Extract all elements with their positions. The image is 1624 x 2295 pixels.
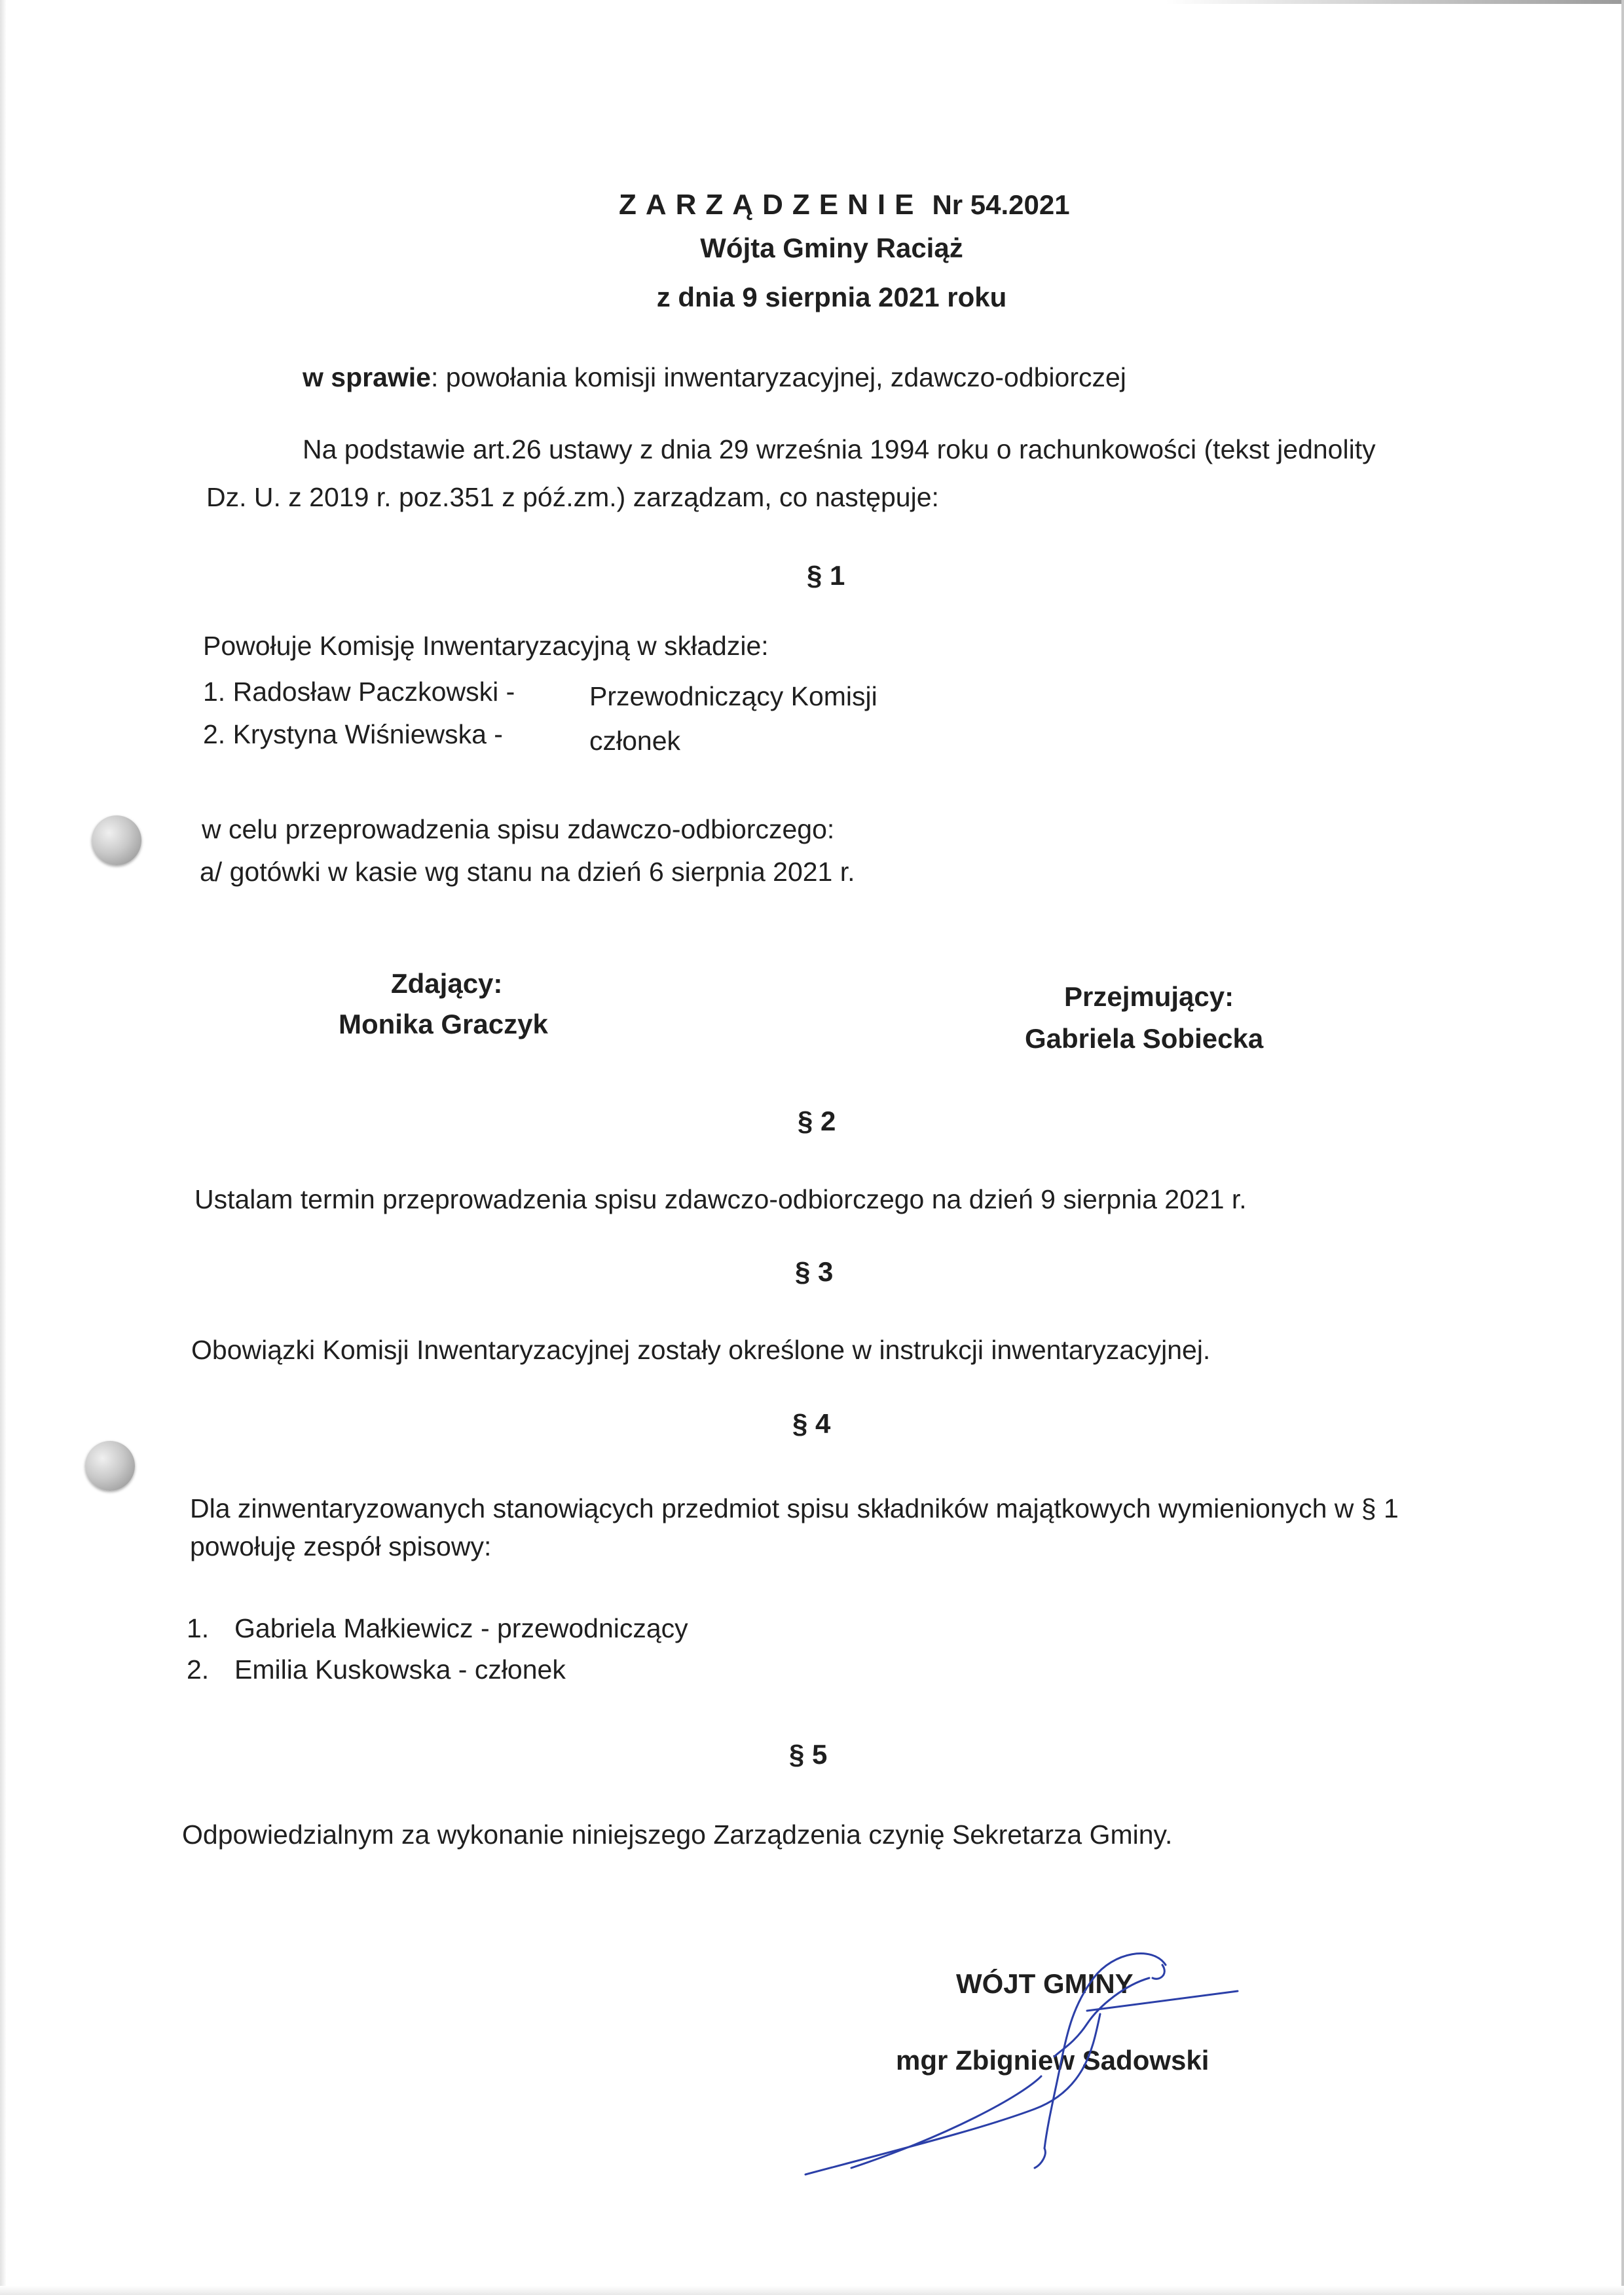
signature-stroke-2 bbox=[1054, 1978, 1149, 2057]
subject-line bbox=[303, 357, 1126, 398]
section-3-text: Obowiązki Komisji Inwentaryzacyjnej zostały określone w instrukcji inwentaryzacyjnej. bbox=[191, 1335, 1211, 1365]
document-date: z dnia 9 sierpnia 2021 roku bbox=[656, 282, 1007, 312]
section-4-line1: Dla zinwentaryzowanych stanowiących przedmiot spisu składników majątkowych wymienionych w § 1 bbox=[190, 1493, 1399, 1523]
member-2-name: 2. Krystyna Wiśniewska - bbox=[203, 719, 503, 749]
section-4-line2: powołuję zespół spisowy: bbox=[190, 1531, 492, 1561]
punch-hole-bottom bbox=[85, 1441, 135, 1491]
member-2-role: członek bbox=[589, 726, 681, 756]
team-2-number: 2. bbox=[187, 1654, 210, 1685]
receiving-name: Gabriela Sobiecka bbox=[1025, 1023, 1264, 1054]
member-1-role: Przewodniczący Komisji bbox=[589, 681, 877, 711]
purpose-line2: a/ gotówki w kasie wg stanu na dzień 6 sierpnia 2021 r. bbox=[200, 857, 855, 887]
section-2-text: Ustalam termin przeprowadzenia spisu zdawczo-odbiorczego na dzień 9 sierpnia 2021 r. bbox=[194, 1184, 1247, 1214]
punch-hole-top bbox=[92, 815, 141, 865]
signature-title: WÓJT GMINY bbox=[956, 1968, 1134, 1999]
signature-name: mgr Zbigniew Sadowski bbox=[896, 2045, 1209, 2076]
handing-label: Zdający: bbox=[391, 968, 503, 999]
scan-edge-right bbox=[1621, 0, 1624, 2295]
title-number: Nr 54.2021 bbox=[932, 189, 1070, 220]
title-word: ZARZĄDZENIE bbox=[619, 189, 923, 221]
handing-name: Monika Graczyk bbox=[339, 1009, 548, 1039]
receiving-label: Przejmujący: bbox=[1064, 981, 1234, 1012]
section-2-sign: § 2 bbox=[798, 1106, 836, 1136]
legal-basis-line1: Na podstawie art.26 ustawy z dnia 29 września 1994 roku o rachunkowości (tekst jednolity bbox=[303, 434, 1376, 464]
scan-edge-left bbox=[0, 0, 7, 2295]
scan-edge-top bbox=[1166, 0, 1624, 4]
section-1-intro: Powołuje Komisję Inwentaryzacyjną w składzie: bbox=[203, 631, 769, 661]
legal-basis-line2: Dz. U. z 2019 r. poz.351 z póź.zm.) zarządzam, co następuje: bbox=[206, 482, 939, 512]
issuer: Wójta Gminy Raciąż bbox=[700, 233, 963, 263]
team-1-number: 1. bbox=[187, 1613, 210, 1643]
signature-stroke-6 bbox=[1153, 1965, 1164, 1979]
subject-text: : powołania komisji inwentaryzacyjnej, zdawczo-odbiorczej bbox=[430, 362, 1126, 392]
section-5-text: Odpowiedzialnym za wykonanie niniejszego Zarządzenia czynię Sekretarza Gminy. bbox=[182, 1819, 1173, 1850]
team-1-text: Gabriela Małkiewicz - przewodniczący bbox=[234, 1613, 688, 1643]
section-3-sign: § 3 bbox=[795, 1256, 834, 1287]
handwritten-signature bbox=[786, 1939, 1257, 2188]
purpose-line1: w celu przeprowadzenia spisu zdawczo-odbiorczego: bbox=[202, 814, 835, 844]
section-4-sign: § 4 bbox=[792, 1408, 831, 1439]
section-5-sign: § 5 bbox=[789, 1739, 828, 1770]
signature-stroke-5 bbox=[1035, 2148, 1045, 2168]
scan-edge-bottom bbox=[0, 2286, 1624, 2295]
member-1-name: 1. Radosław Paczkowski - bbox=[203, 677, 515, 707]
section-1-sign: § 1 bbox=[807, 560, 845, 591]
page-title bbox=[619, 189, 1070, 221]
team-2-text: Emilia Kuskowska - członek bbox=[234, 1654, 566, 1685]
subject-label: w sprawie bbox=[303, 362, 431, 392]
signature-stroke-4 bbox=[805, 2014, 1100, 2174]
